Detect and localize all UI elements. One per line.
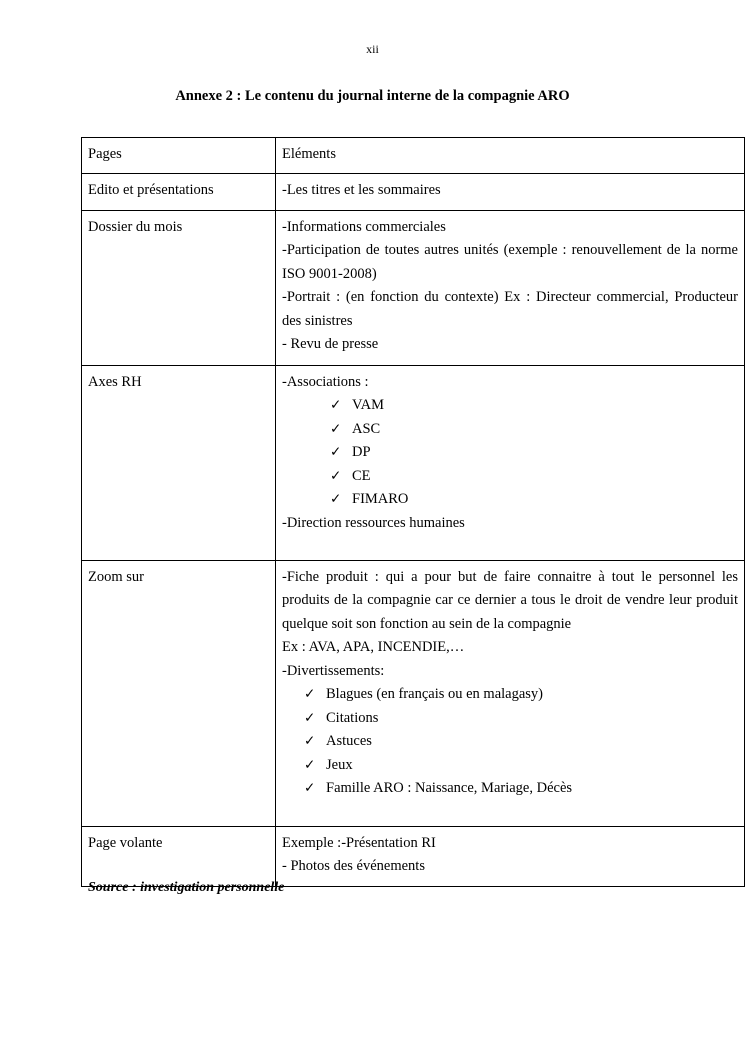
row-content-dossier bbox=[276, 210, 745, 365]
check-icon: ✓ bbox=[330, 444, 342, 460]
content-line: -Portrait : (en fonction du contexte) Ex : Directeur commercial, Producteur des sinistres bbox=[282, 289, 738, 329]
annexe-content-table bbox=[81, 137, 745, 887]
page-number: xii bbox=[366, 42, 379, 56]
table-header-pages: Pages bbox=[82, 138, 276, 174]
source-note: Source : investigation personnelle bbox=[88, 880, 285, 895]
list-item bbox=[330, 488, 738, 511]
check-icon: ✓ bbox=[330, 420, 342, 436]
list-item-label: Citations bbox=[326, 709, 379, 726]
row-content-page-volante bbox=[276, 826, 745, 886]
content-line: Exemple :-Présentation RI bbox=[282, 834, 436, 851]
table-row bbox=[82, 174, 745, 210]
content-line: -Associations : bbox=[282, 373, 369, 390]
row-content-edito bbox=[276, 174, 745, 210]
row-label-page-volante: Page volante bbox=[82, 826, 276, 886]
table-row bbox=[82, 560, 745, 826]
content-line: - Revu de presse bbox=[282, 336, 379, 353]
list-item-label: FIMARO bbox=[352, 491, 409, 508]
checklist bbox=[330, 394, 738, 511]
check-icon: ✓ bbox=[304, 780, 316, 796]
content-line: Ex : AVA, APA, INCENDIE,… bbox=[282, 639, 465, 656]
check-icon: ✓ bbox=[304, 756, 316, 772]
check-icon: ✓ bbox=[330, 397, 342, 413]
check-icon: ✓ bbox=[304, 686, 316, 702]
table-header-elements: Eléments bbox=[276, 138, 745, 174]
content-line: -Fiche produit : qui a pour but de faire connaitre à tout le personnel les produits de la compagnie car ce dernier a tous le droit de vendre leur produit quelque soit son fonction au sein de la compagnie bbox=[282, 568, 738, 632]
list-item-label: Famille ARO : Naissance, Mariage, Décès bbox=[326, 780, 573, 797]
list-item bbox=[304, 754, 738, 777]
content-line: -Participation de toutes autres unités (exemple : renouvellement de la norme ISO 9001-2008) bbox=[282, 242, 738, 282]
row-label-zoom-sur: Zoom sur bbox=[82, 560, 276, 826]
table-row bbox=[82, 210, 745, 365]
list-item bbox=[304, 683, 738, 706]
row-content-axes-rh bbox=[276, 365, 745, 560]
list-item bbox=[330, 418, 738, 441]
list-item-label: VAM bbox=[352, 397, 384, 414]
list-item-label: Blagues (en français ou en malagasy) bbox=[326, 686, 544, 703]
list-item-label: DP bbox=[352, 444, 371, 461]
list-item bbox=[330, 441, 738, 464]
list-item bbox=[330, 394, 738, 417]
row-label-edito: Edito et présentations bbox=[82, 174, 276, 210]
check-icon: ✓ bbox=[330, 467, 342, 483]
table-header-row bbox=[82, 138, 745, 174]
list-item bbox=[304, 777, 738, 800]
list-item-label: Jeux bbox=[326, 756, 353, 773]
content-line: - Photos des événements bbox=[282, 858, 425, 875]
checklist bbox=[304, 683, 738, 800]
content-line: -Les titres et les sommaires bbox=[282, 182, 441, 199]
list-item bbox=[304, 707, 738, 730]
table-row bbox=[82, 365, 745, 560]
check-icon: ✓ bbox=[330, 491, 342, 507]
content-line: -Informations commerciales bbox=[282, 218, 446, 235]
row-label-axes-rh: Axes RH bbox=[82, 365, 276, 560]
content-line: -Divertissements: bbox=[282, 662, 385, 679]
list-item-label: CE bbox=[352, 467, 371, 484]
row-label-dossier: Dossier du mois bbox=[82, 210, 276, 365]
check-icon: ✓ bbox=[304, 709, 316, 725]
list-item-label: ASC bbox=[352, 420, 381, 437]
table-row bbox=[82, 826, 745, 886]
list-item-label: Astuces bbox=[326, 733, 372, 750]
list-item bbox=[304, 730, 738, 753]
check-icon: ✓ bbox=[304, 733, 316, 749]
page-title: Annexe 2 : Le contenu du journal interne de la compagnie ARO bbox=[175, 88, 570, 104]
row-content-zoom-sur bbox=[276, 560, 745, 826]
list-item bbox=[330, 465, 738, 488]
content-line: -Direction ressources humaines bbox=[282, 514, 465, 531]
